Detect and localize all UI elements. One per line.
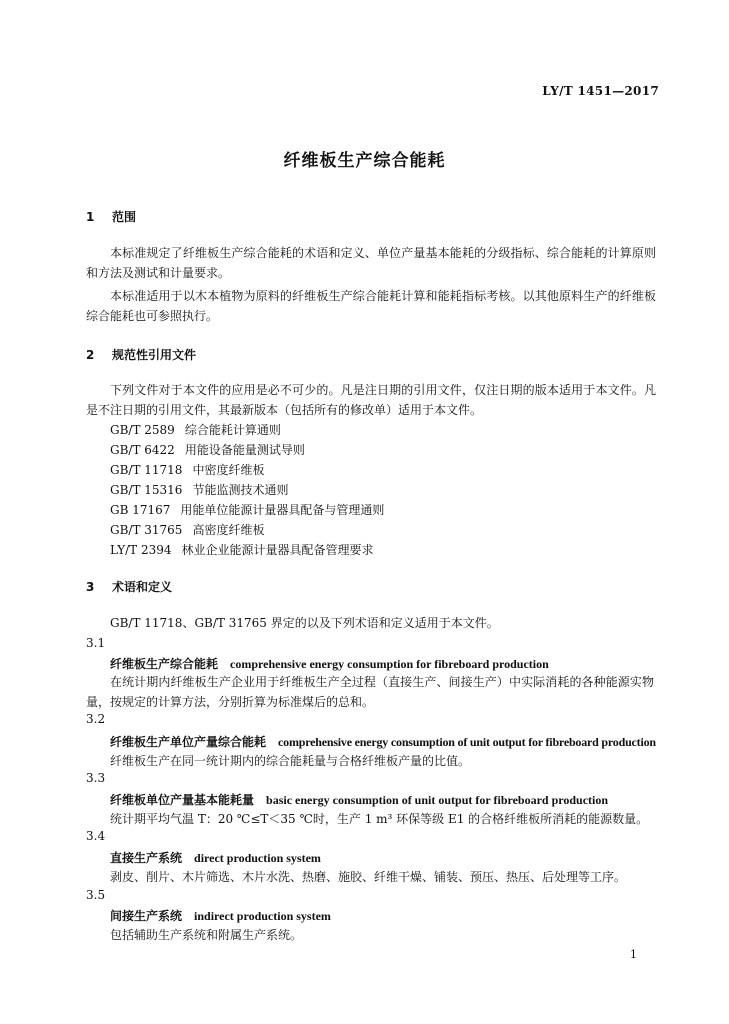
section-3-heading (86, 578, 172, 595)
reference-name: 中密度纤维板 (192, 463, 265, 477)
page-number: 1 (630, 948, 637, 961)
reference-item (110, 480, 384, 500)
reference-code: GB 17167 (110, 503, 171, 517)
term-heading (110, 907, 331, 924)
section-1-heading (86, 208, 136, 225)
reference-item (110, 420, 384, 440)
term-chinese: 纤维板单位产量基本能耗量 (110, 793, 255, 807)
term-definition: 剥皮、削片、木片筛选、木片水洗、热磨、施胶、纤维干燥、铺装、预压、热压、后处理等工序。 (110, 870, 627, 884)
clause-number: 3.2 (86, 712, 106, 726)
term-chinese: 纤维板生产单位产量综合能耗 (110, 735, 267, 749)
clause-number: 3.3 (86, 771, 106, 785)
term-definition: 纤维板生产在同一统计期内的综合能耗量与合格纤维板产量的比值。 (110, 754, 471, 768)
scope-paragraph-2: 本标准适用于以木本植物为原料的纤维板生产综合能耗计算和能耗指标考核。以其他原料生产的纤维板综合能耗也可参照执行。 (86, 289, 656, 323)
term-chinese: 间接生产系统 (110, 909, 183, 923)
reference-name: 综合能耗计算通则 (184, 423, 281, 437)
term-heading (110, 733, 656, 750)
term-heading (110, 791, 608, 808)
reference-code: GB/T 15316 (110, 483, 183, 497)
reference-name: 用能单位能源计量器具配备与管理通则 (180, 503, 385, 517)
term-chinese: 纤维板生产综合能耗 (110, 657, 219, 671)
scope-paragraph-1: 本标准规定了纤维板生产综合能耗的术语和定义、单位产量基本能耗的分级指标、综合能耗的计算原则和方法及测试和计量要求。 (86, 246, 656, 280)
reference-item (110, 440, 384, 460)
section-number: 2 (86, 348, 95, 362)
reference-item (110, 520, 384, 540)
section-number: 3 (86, 580, 95, 594)
term-definition: 统计期平均气温 T：20 ℃≤T＜35 ℃时，生产 1 m³ 环保等级 E1 的合格纤维板所消耗的能源数量。 (110, 812, 649, 826)
standard-code: LY/T 1451—2017 (542, 84, 659, 98)
clause-number: 3.4 (86, 829, 106, 843)
reference-item (110, 500, 384, 520)
section-2-heading (86, 346, 196, 363)
document-title: 纤维板生产综合能耗 (283, 151, 446, 171)
term-heading (110, 655, 549, 672)
term-chinese: 直接生产系统 (110, 851, 183, 865)
term-english: comprehensive energy consumption for fibreboard production (230, 657, 549, 671)
reference-name: 节能监测技术通则 (192, 483, 289, 497)
section-title: 规范性引用文件 (112, 348, 197, 362)
references-intro: 下列文件对于本文件的应用是必不可少的。凡是注日期的引用文件，仅注日期的版本适用于本文件。凡是不注日期的引用文件，其最新版本（包括所有的修改单）适用于本文件。 (86, 383, 656, 417)
section-title: 范围 (112, 210, 137, 224)
term-english: basic energy consumption of unit output for fibreboard production (266, 793, 609, 807)
reference-name: 林业企业能源计量器具配备管理要求 (181, 543, 374, 557)
term-definition: 在统计期内纤维板生产企业用于纤维板生产全过程（直接生产、间接生产）中实际消耗的各种能源实物量，按规定的计算方法，分别折算为标准煤后的总和。 (86, 675, 654, 709)
reference-name: 高密度纤维板 (192, 523, 265, 537)
terms-intro: GB/T 11718、GB/T 31765 界定的以及下列术语和定义适用于本文件。 (110, 616, 499, 630)
term-english: direct production system (194, 851, 321, 865)
section-number: 1 (86, 210, 95, 224)
reference-code: GB/T 31765 (110, 523, 183, 537)
reference-list (110, 420, 384, 560)
reference-item (110, 540, 384, 560)
clause-number: 3.1 (86, 636, 106, 650)
clause-number: 3.5 (86, 888, 106, 902)
section-title: 术语和定义 (112, 580, 173, 594)
term-english: comprehensive energy consumption of unit output for fibreboard production (278, 735, 656, 749)
term-definition: 包括辅助生产系统和附属生产系统。 (110, 928, 303, 942)
reference-code: GB/T 6422 (110, 443, 175, 457)
reference-code: LY/T 2394 (110, 543, 172, 557)
term-english: indirect production system (194, 909, 331, 923)
reference-name: 用能设备能量测试导则 (184, 443, 305, 457)
reference-code: GB/T 11718 (110, 463, 183, 477)
reference-item (110, 460, 384, 480)
term-heading (110, 849, 321, 866)
reference-code: GB/T 2589 (110, 423, 175, 437)
